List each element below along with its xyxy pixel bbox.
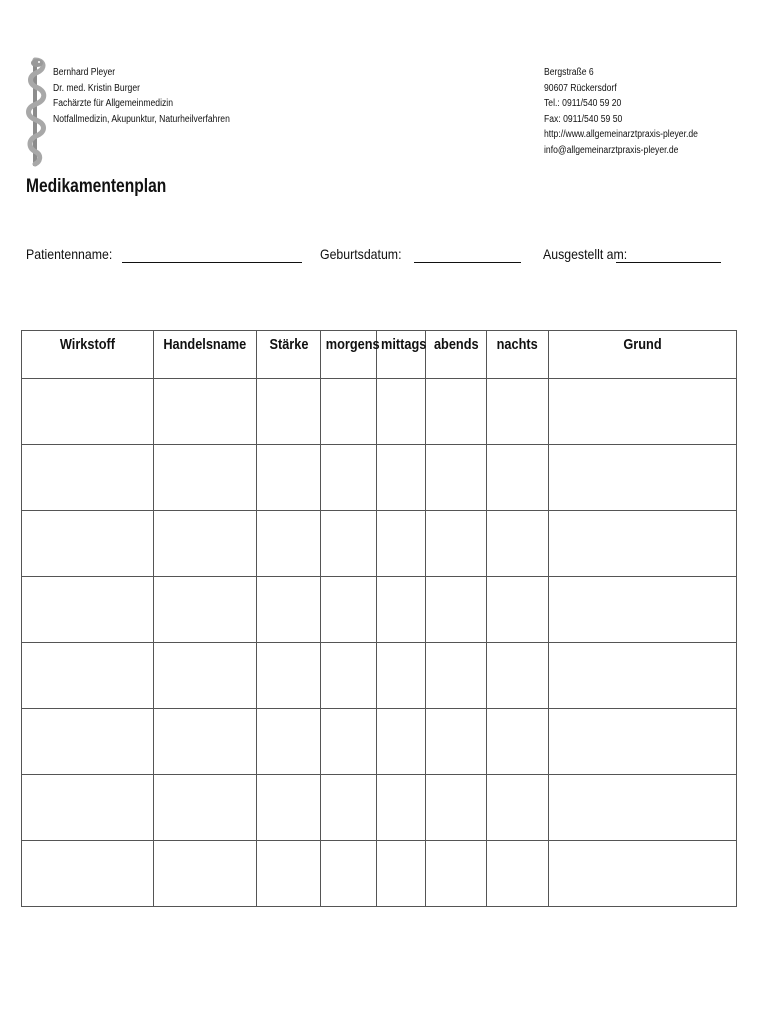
table-cell[interactable] <box>257 709 321 775</box>
column-header-nachts: nachts <box>487 331 549 379</box>
table-row <box>22 643 737 709</box>
table-cell[interactable] <box>154 643 257 709</box>
table-cell[interactable] <box>549 775 737 841</box>
table-cell[interactable] <box>426 643 487 709</box>
table-cell[interactable] <box>549 709 737 775</box>
table-cell[interactable] <box>22 709 154 775</box>
column-header-wirkstoff: Wirkstoff <box>22 331 154 379</box>
table-cell[interactable] <box>154 775 257 841</box>
table-cell[interactable] <box>321 511 377 577</box>
header-line: Tel.: 0911/540 59 20 <box>544 98 622 109</box>
table-cell[interactable] <box>549 577 737 643</box>
practice-address-left <box>53 65 230 127</box>
table-cell[interactable] <box>154 511 257 577</box>
table-cell[interactable] <box>154 379 257 445</box>
table-cell[interactable] <box>487 511 549 577</box>
medication-table <box>21 330 737 907</box>
practice-address-right <box>544 65 698 158</box>
table-cell[interactable] <box>22 379 154 445</box>
table-cell[interactable] <box>154 709 257 775</box>
table-cell[interactable] <box>377 445 426 511</box>
table-cell[interactable] <box>257 379 321 445</box>
table-cell[interactable] <box>549 445 737 511</box>
table-row <box>22 775 737 841</box>
table-cell[interactable] <box>22 445 154 511</box>
table-cell[interactable] <box>549 379 737 445</box>
table-cell[interactable] <box>377 379 426 445</box>
table-cell[interactable] <box>321 643 377 709</box>
table-cell[interactable] <box>377 577 426 643</box>
table-row <box>22 379 737 445</box>
column-header-grund: Grund <box>549 331 737 379</box>
table-cell[interactable] <box>321 379 377 445</box>
table-cell[interactable] <box>257 511 321 577</box>
table-cell[interactable] <box>321 775 377 841</box>
table-cell[interactable] <box>487 445 549 511</box>
column-header-abends: abends <box>426 331 487 379</box>
table-cell[interactable] <box>549 643 737 709</box>
table-cell[interactable] <box>321 577 377 643</box>
table-cell[interactable] <box>377 841 426 907</box>
table-cell[interactable] <box>426 577 487 643</box>
table-row <box>22 841 737 907</box>
header-line: Fachärzte für Allgemeinmedizin <box>53 98 173 109</box>
page-title: Medikamentenplan <box>26 176 167 197</box>
table-cell[interactable] <box>22 841 154 907</box>
table-cell[interactable] <box>22 577 154 643</box>
table-cell[interactable] <box>321 445 377 511</box>
table-cell[interactable] <box>377 643 426 709</box>
email-link[interactable]: info@allgemeinarztpraxis-pleyer.de <box>544 144 679 156</box>
table-cell[interactable] <box>154 445 257 511</box>
table-cell[interactable] <box>154 577 257 643</box>
table-cell[interactable] <box>487 643 549 709</box>
table-cell[interactable] <box>487 379 549 445</box>
birth-date-label: Geburtsdatum: <box>320 246 402 262</box>
column-header-staerke: Stärke <box>257 331 321 379</box>
table-cell[interactable] <box>426 379 487 445</box>
table-cell[interactable] <box>22 511 154 577</box>
header-line: 90607 Rückersdorf <box>544 82 617 94</box>
header-line: Notfallmedizin, Akupunktur, Naturheilverfahren <box>53 113 230 125</box>
birth-date-field[interactable] <box>414 262 521 263</box>
patient-name-label: Patientenname: <box>26 246 113 262</box>
table-header-row <box>22 331 737 379</box>
table-cell[interactable] <box>22 643 154 709</box>
header-line: Bernhard Pleyer <box>53 67 116 78</box>
table-cell[interactable] <box>426 445 487 511</box>
table-cell[interactable] <box>257 841 321 907</box>
table-cell[interactable] <box>487 841 549 907</box>
table-cell[interactable] <box>257 643 321 709</box>
table-cell[interactable] <box>257 445 321 511</box>
website-link[interactable]: http://www.allgemeinarztpraxis-pleyer.de <box>544 129 698 140</box>
table-row <box>22 577 737 643</box>
table-cell[interactable] <box>487 775 549 841</box>
table-cell[interactable] <box>257 577 321 643</box>
table-cell[interactable] <box>154 841 257 907</box>
header-line: Dr. med. Kristin Burger <box>53 82 140 94</box>
table-cell[interactable] <box>426 511 487 577</box>
table-cell[interactable] <box>257 775 321 841</box>
column-header-morgens: morgens <box>321 331 377 379</box>
table-cell[interactable] <box>22 775 154 841</box>
table-cell[interactable] <box>426 775 487 841</box>
table-cell[interactable] <box>377 511 426 577</box>
issued-date-label: Ausgestellt am: <box>543 246 628 262</box>
table-cell[interactable] <box>321 841 377 907</box>
table-row <box>22 511 737 577</box>
table-cell[interactable] <box>321 709 377 775</box>
table-cell[interactable] <box>377 775 426 841</box>
column-header-handelsname: Handelsname <box>154 331 257 379</box>
caduceus-logo <box>22 56 48 168</box>
patient-name-field[interactable] <box>122 262 302 263</box>
issued-date-field[interactable] <box>616 262 721 263</box>
table-cell[interactable] <box>377 709 426 775</box>
table-row <box>22 445 737 511</box>
table-cell[interactable] <box>549 511 737 577</box>
table-cell[interactable] <box>426 841 487 907</box>
column-header-mittags: mittags <box>377 331 426 379</box>
header-line: Bergstraße 6 <box>544 67 594 78</box>
table-cell[interactable] <box>549 841 737 907</box>
header-line: Fax: 0911/540 59 50 <box>544 113 623 125</box>
table-cell[interactable] <box>487 709 549 775</box>
table-cell[interactable] <box>426 709 487 775</box>
table-row <box>22 709 737 775</box>
table-cell[interactable] <box>487 577 549 643</box>
